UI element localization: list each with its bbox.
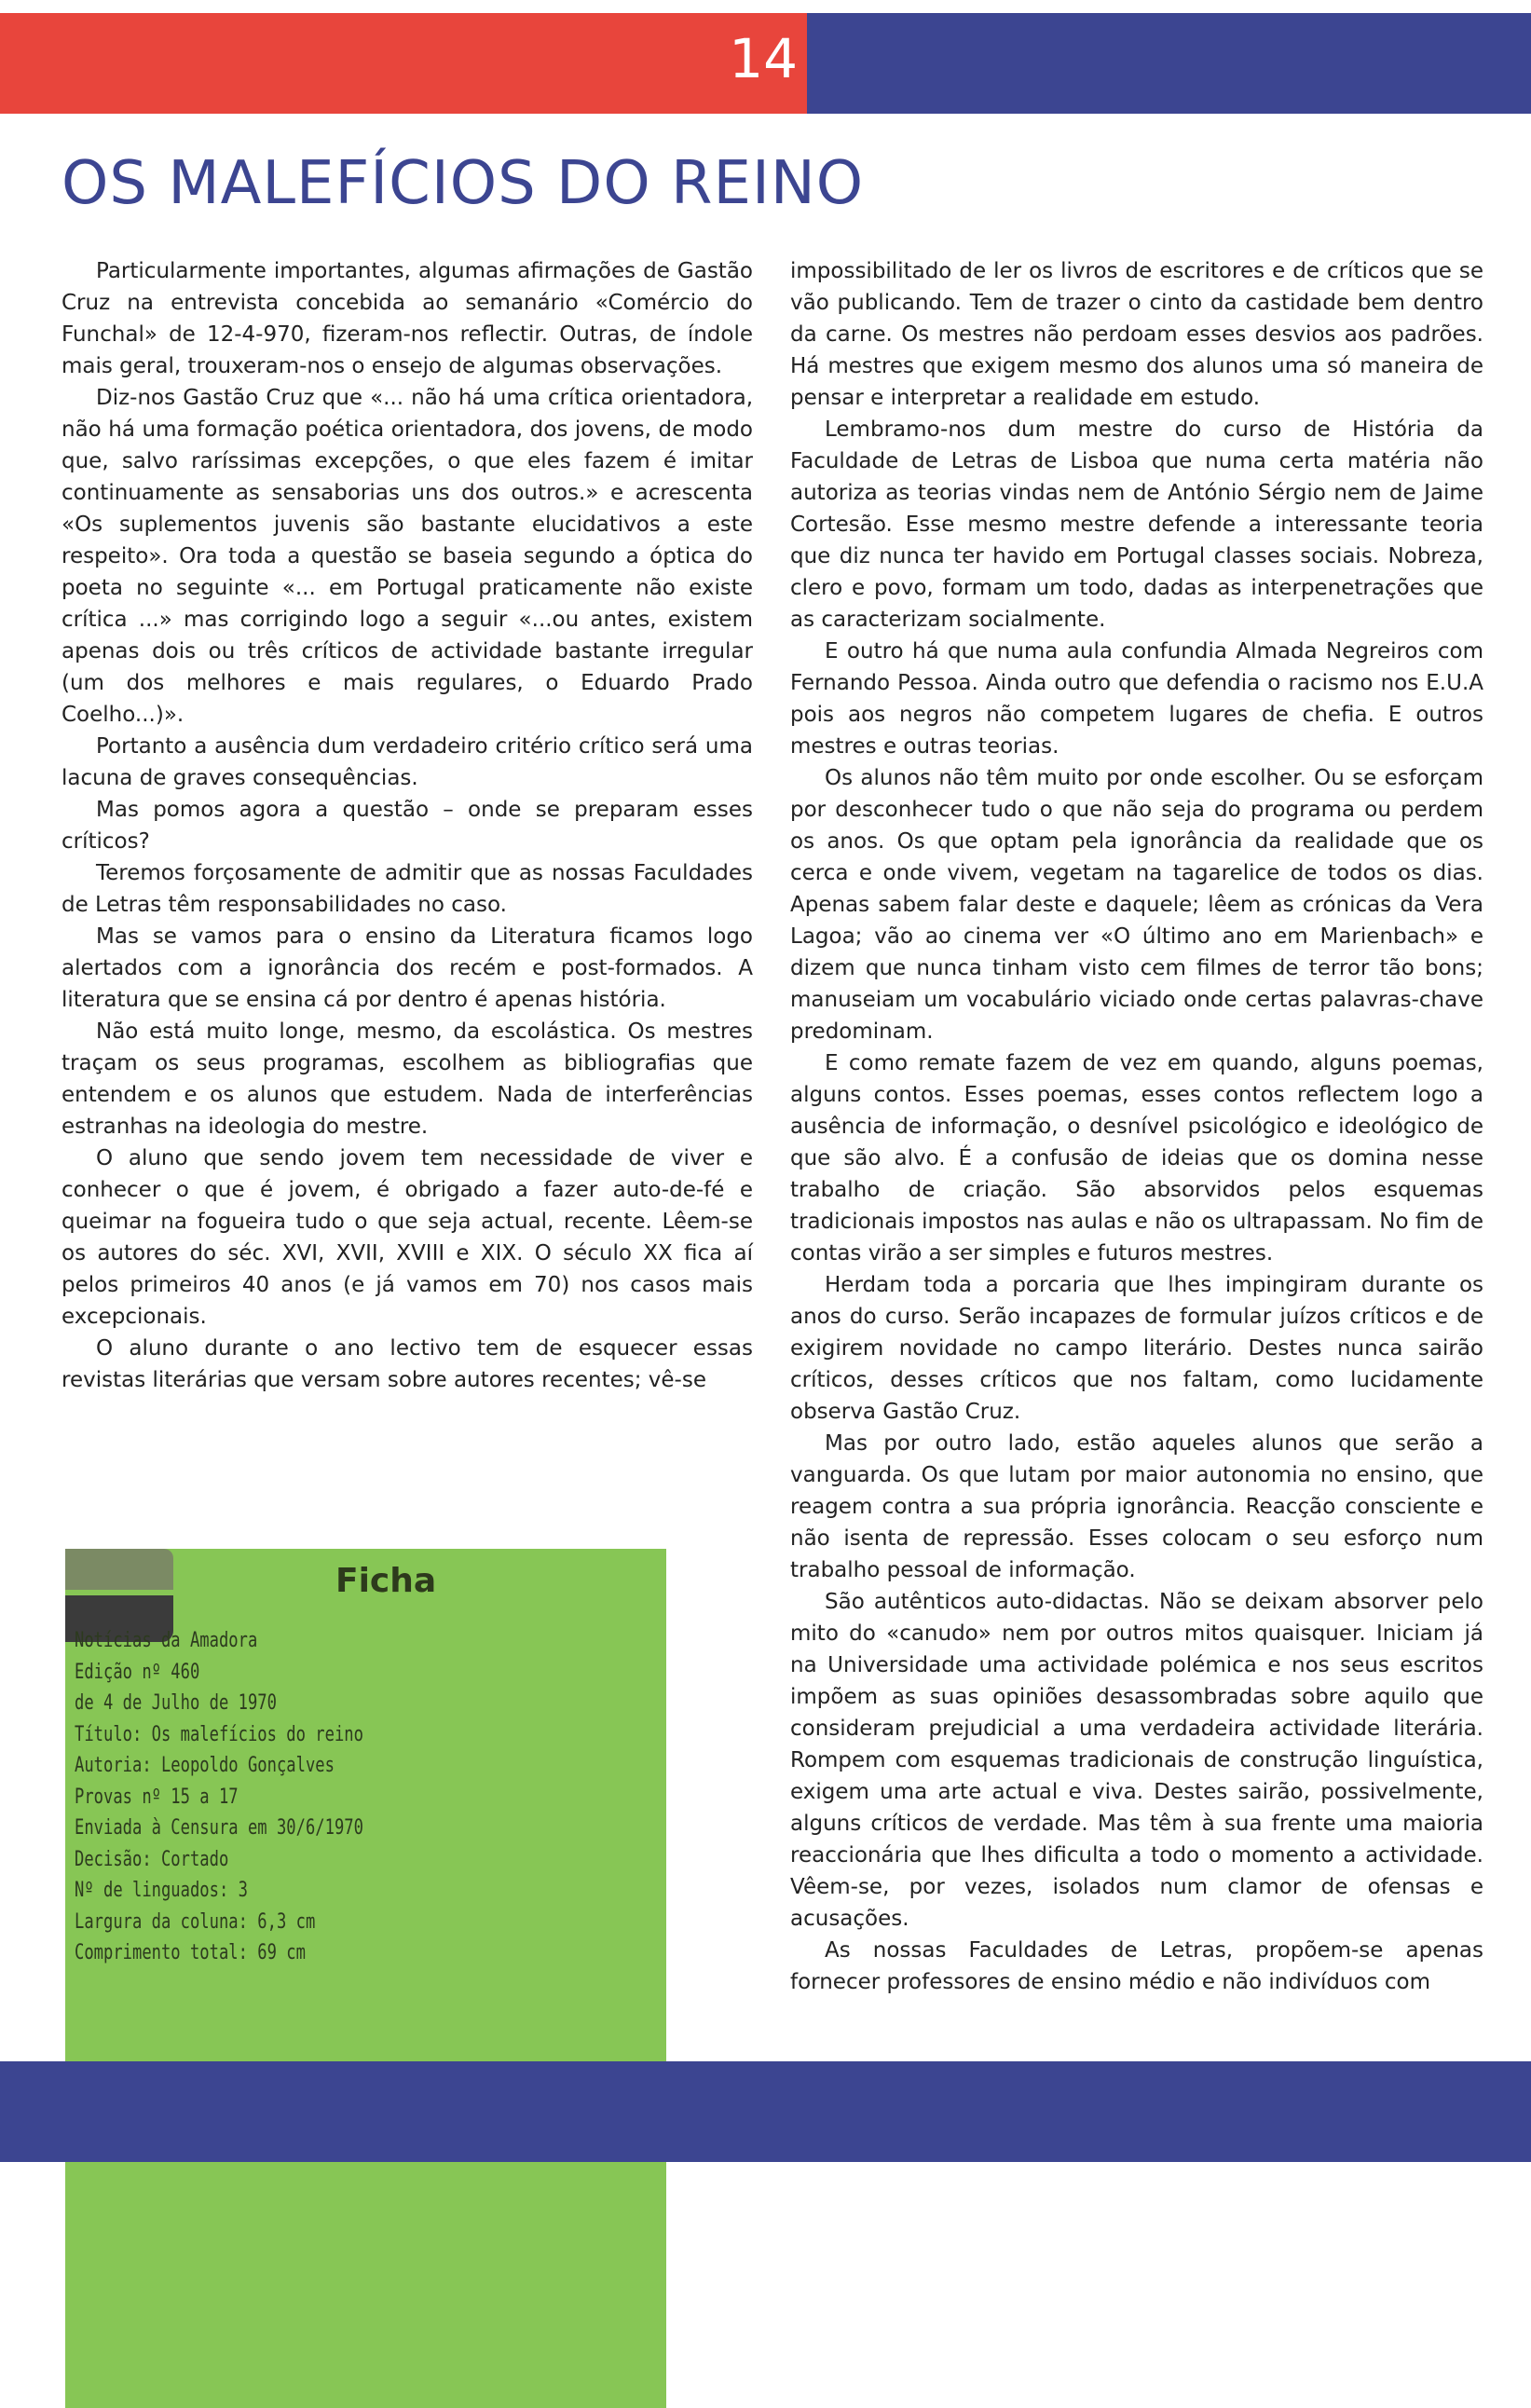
paragraph: Mas se vamos para o ensino da Literatura ficamos logo alertados com a ignorância dos recém e post-formados. A literatura que se ensina cá por dentro é apenas história. <box>62 924 753 1012</box>
ficha-line-date: de 4 de Julho de 1970 <box>75 1691 277 1715</box>
ficha-line-title: Título: Os malefícios do reino <box>75 1722 363 1746</box>
ficha-line-decision: Decisão: Cortado <box>75 1847 229 1871</box>
ficha-line-linguados: Nº de linguados: 3 <box>75 1879 248 1902</box>
paragraph: Portanto a ausência dum verdadeiro critério crítico será uma lacuna de graves consequências. <box>62 734 753 790</box>
top-banner-blue <box>807 13 1531 114</box>
paragraph: Mas pomos agora a questão – onde se preparam esses críticos? <box>62 798 753 854</box>
ficha-line-author: Autoria: Leopoldo Gonçalves <box>75 1754 335 1777</box>
paragraph: Teremos forçosamente de admitir que as nossas Faculdades de Letras têm responsabilidades no caso. <box>62 861 753 917</box>
paragraph: Herdam toda a porcaria que lhes impingiram durante os anos do curso. Serão incapazes de formular juízos críticos e de exigirem novidade no campo literário. Destes nunca sairão críticos, desses críticos que nos faltam, como lucidamente observa Gastão Cruz. <box>790 1273 1483 1424</box>
ficha-line-censorship-date: Enviada à Censura em 30/6/1970 <box>75 1816 363 1840</box>
paragraph: São autênticos auto-didactas. Não se deixam absorver pelo mito do «canudo» nem por outros mitos quaisquer. Iniciam já na Universidade uma actividade polémica e nos seus escritos impõem as suas opiniões desassombradas sobre aquilo que consideram prejudicial a uma verdadeira actividade literária. Rompem com esquemas tradicionais de construção linguística, exigem uma arte actual e viva. Destes sairão, possivelmente, alguns críticos de verdade. Mas têm à sua frente uma maioria reaccionária que lhes dificulta a todo o momento a actividade. Vêem-se, por vezes, isolados num clamor de ofensas e acusações. <box>790 1590 1483 1931</box>
ficha-line-proofs: Provas nº 15 a 17 <box>75 1785 239 1809</box>
paragraph: Mas por outro lado, estão aqueles alunos que serão a vanguarda. Os que lutam por maior autonomia no ensino, que reagem contra a sua própria ignorância. Reacção consciente e não isenta de repressão. Esses colocam o seu esforço num trabalho pessoal de informação. <box>790 1431 1483 1582</box>
ficha-box <box>65 1549 666 2408</box>
page-number: 14 <box>729 27 798 90</box>
bottom-banner <box>0 2061 1531 2162</box>
paragraph: As nossas Faculdades de Letras, propõem-se apenas fornecer professores de ensino médio e não indivíduos com <box>790 1938 1483 1994</box>
paragraph: Diz-nos Gastão Cruz que «... não há uma crítica orientadora, não há uma formação poética orientadora, dos jovens, de modo que, salvo raríssimas excepções, o que eles fazem é imitar continuamente as sensaborias uns dos outros.» e acrescenta «Os suplementos juvenis são bastante elucidativos a este respeito». Ora toda a questão se baseia segundo a óptica do poeta no seguinte «... em Portugal praticamente não existe crítica ...» mas corrigindo logo a seguir «...ou antes, existem apenas dois ou três críticos de actividade bastante irregular (um dos melhores e mais regulares, o Eduardo Prado Coelho...)». <box>62 386 753 727</box>
paragraph: Os alunos não têm muito por onde escolher. Ou se esforçam por desconhecer tudo o que não seja do programa ou perdem os anos. Os que optam pela ignorância da realidade que os cerca e onde vivem, vegetam na tagarelice de todos os dias. Apenas sabem falar deste e daquele; lêem as crónicas da Vera Lagoa; vão ao cinema ver «O último ano em Marienbach» e dizem que nunca tinham visto cem filmes de terror tão bons; manuseiam um vocabulário viciado onde certas palavras-chave predominam. <box>790 766 1483 1044</box>
paragraph: Não está muito longe, mesmo, da escolástica. Os mestres traçam os seus programas, escolhem as bibliografias que entendem e os alunos que estudem. Nada de interferências estranhas na ideologia do mestre. <box>62 1019 753 1139</box>
article-title: OS MALEFÍCIOS DO REINO <box>62 149 865 218</box>
paragraph: Lembramo-nos dum mestre do curso de História da Faculdade de Letras de Lisboa que numa certa matéria não autoriza as teorias vindas nem de António Sérgio nem de Jaime Cortesão. Esse mesmo mestre defende a interessante teoria que diz nunca ter havido em Portugal classes sociais. Nobreza, clero e povo, formam um todo, dadas as interpenetrações que as caracterizam socialmente. <box>790 417 1483 632</box>
paragraph: E outro há que numa aula confundia Almada Negreiros com Fernando Pessoa. Ainda outro que defendia o racismo nos E.U.A pois aos negros não competem lugares de chefia. E outros mestres e outras teorias. <box>790 639 1483 759</box>
ficha-tab-olive <box>65 1549 173 1590</box>
column-left <box>62 255 753 1396</box>
ficha-line-total-length: Comprimento total: 69 cm <box>75 1941 306 1964</box>
paragraph: E como remate fazem de vez em quando, alguns poemas, alguns contos. Esses poemas, esses contos reflectem logo a ausência de informação, o desnível psicológico e ideológico de que são alvo. É a confusão de ideias que os domina nesse trabalho de criação. São absorvidos pelos esquemas tradicionais impostos nas aulas e não os ultrapassam. No fim de contas virão a ser simples e futuros mestres. <box>790 1051 1483 1266</box>
paragraph: Particularmente importantes, algumas afirmações de Gastão Cruz na entrevista concebida ao semanário «Comércio do Funchal» de 12-4-970, fizeram-nos reflectir. Outras, de índole mais geral, trouxeram-nos o ensejo de algumas observações. <box>62 259 753 378</box>
top-banner-red <box>0 13 807 114</box>
column-right <box>790 255 1483 1998</box>
ficha-line-edition: Edição nº 460 <box>75 1660 200 1684</box>
ficha-line-publication: Notícias da Amadora <box>75 1629 258 1652</box>
paragraph: impossibilitado de ler os livros de escritores e de críticos que se vão publicando. Tem de trazer o cinto da castidade bem dentro da carne. Os mestres não perdoam esses desvios aos padrões. Há mestres que exigem mesmo dos alunos uma só maneira de pensar e interpretar a realidade em estudo. <box>790 259 1483 410</box>
top-banner <box>0 13 1531 114</box>
paragraph: O aluno durante o ano lectivo tem de esquecer essas revistas literárias que versam sobre autores recentes; vê-se <box>62 1336 753 1392</box>
ficha-line-column-width: Largura da coluna: 6,3 cm <box>75 1909 316 1934</box>
ficha-title: Ficha <box>335 1562 437 1600</box>
paragraph: O aluno que sendo jovem tem necessidade de viver e conhecer o que é jovem, é obrigado a fazer auto-de-fé e queimar na fogueira tudo o que seja actual, recente. Lêem-se os autores do séc. XVI, XVII, XVIII e XIX. O século XX fica aí pelos primeiros 40 anos (e já vamos em 70) nos casos mais excepcionais. <box>62 1146 753 1329</box>
ficha-details <box>75 1625 363 1969</box>
